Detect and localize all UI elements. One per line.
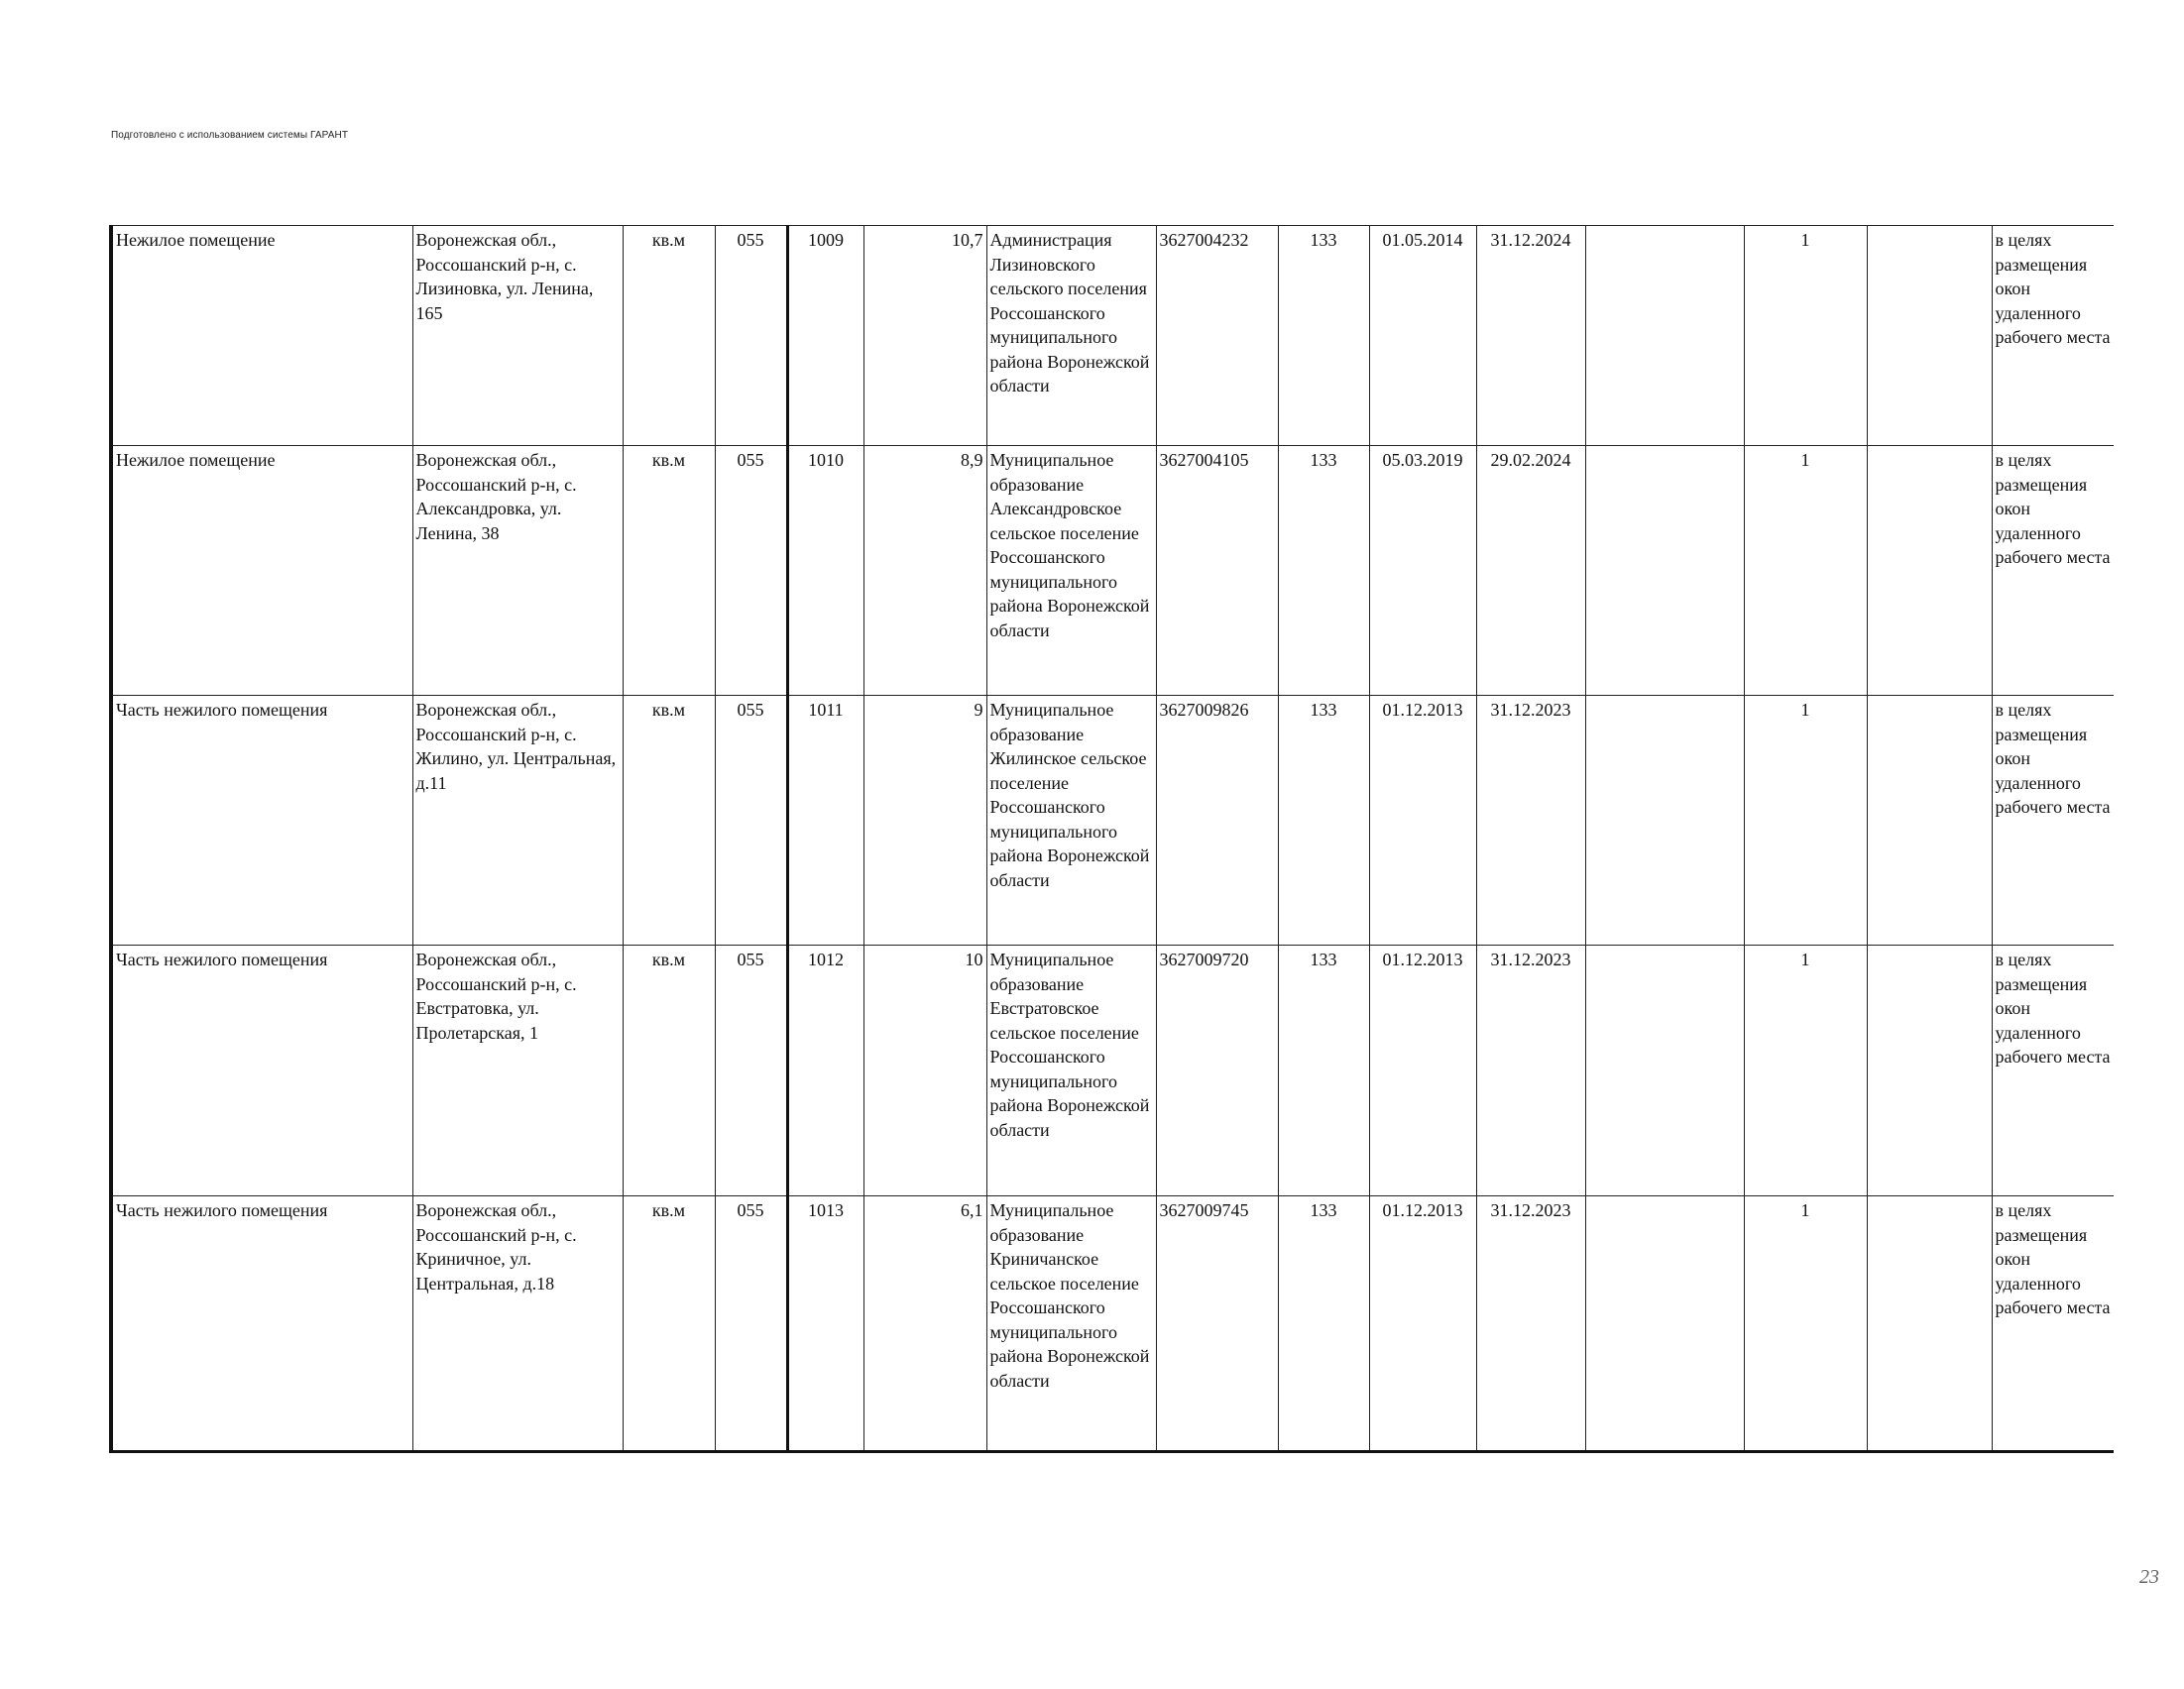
empty-cell: [1867, 696, 1992, 946]
code-cell: 133: [1278, 1196, 1369, 1452]
area-cell: 6,1: [863, 1196, 986, 1452]
unit-cell: кв.м: [623, 226, 715, 446]
empty-cell: [1585, 946, 1744, 1196]
code-cell: 133: [1278, 226, 1369, 446]
code-cell: 133: [1278, 696, 1369, 946]
object-type-cell: Нежилое помещение: [111, 226, 412, 446]
empty-cell: [1585, 696, 1744, 946]
date-end-cell: 31.12.2023: [1476, 946, 1585, 1196]
inn-cell: 3627004232: [1156, 226, 1278, 446]
empty-cell: [1867, 946, 1992, 1196]
empty-cell: [1585, 1196, 1744, 1452]
date-start-cell: 01.12.2013: [1369, 696, 1476, 946]
date-start-cell: 01.12.2013: [1369, 946, 1476, 1196]
code-cell: 133: [1278, 446, 1369, 696]
inn-cell: 3627004105: [1156, 446, 1278, 696]
flag-cell: 1: [1744, 696, 1867, 946]
page-number: 23: [2139, 1566, 2159, 1588]
area-cell: 10,7: [863, 226, 986, 446]
flag-cell: 1: [1744, 446, 1867, 696]
date-start-cell: 01.05.2014: [1369, 226, 1476, 446]
unit-cell: кв.м: [623, 1196, 715, 1452]
unit-code-cell: 055: [715, 696, 787, 946]
table-row: [111, 226, 2114, 446]
object-type-cell: Часть нежилого помещения: [111, 1196, 412, 1452]
header-note: Подготовлено с использованием системы ГАРАНТ: [111, 130, 349, 141]
empty-cell: [1867, 1196, 1992, 1452]
empty-cell: [1867, 446, 1992, 696]
table-row: [111, 946, 2114, 1196]
purpose-cell: в целях размещения окон удаленного рабочего места: [1992, 446, 2114, 696]
number-cell: 1010: [787, 446, 863, 696]
flag-cell: 1: [1744, 946, 1867, 1196]
purpose-cell: в целях размещения окон удаленного рабочего места: [1992, 696, 2114, 946]
area-cell: 9: [863, 696, 986, 946]
holder-cell: Муниципальное образование Александровское сельское поселение Россошанского муниципального района Воронежской области: [986, 446, 1156, 696]
flag-cell: 1: [1744, 1196, 1867, 1452]
unit-cell: кв.м: [623, 946, 715, 1196]
date-start-cell: 05.03.2019: [1369, 446, 1476, 696]
empty-cell: [1585, 446, 1744, 696]
purpose-cell: в целях размещения окон удаленного рабочего места: [1992, 1196, 2114, 1452]
table-row: [111, 696, 2114, 946]
unit-cell: кв.м: [623, 696, 715, 946]
address-cell: Воронежская обл., Россошанский р-н, с. Евстратовка, ул. Пролетарская, 1: [412, 946, 623, 1196]
address-cell: Воронежская обл., Россошанский р-н, с. Жилино, ул. Центральная, д.11: [412, 696, 623, 946]
number-cell: 1012: [787, 946, 863, 1196]
holder-cell: Муниципальное образование Жилинское сельское поселение Россошанского муниципального района Воронежской области: [986, 696, 1156, 946]
holder-cell: Муниципальное образование Евстратовское сельское поселение Россошанского муниципального района Воронежской области: [986, 946, 1156, 1196]
number-cell: 1009: [787, 226, 863, 446]
empty-cell: [1585, 226, 1744, 446]
area-cell: 8,9: [863, 446, 986, 696]
inn-cell: 3627009826: [1156, 696, 1278, 946]
number-cell: 1011: [787, 696, 863, 946]
unit-code-cell: 055: [715, 446, 787, 696]
registry-table-wrapper: [109, 225, 2114, 1453]
holder-cell: Муниципальное образование Криничанское сельское поселение Россошанского муниципального района Воронежской области: [986, 1196, 1156, 1452]
inn-cell: 3627009720: [1156, 946, 1278, 1196]
purpose-cell: в целях размещения окон удаленного рабочего места: [1992, 226, 2114, 446]
object-type-cell: Часть нежилого помещения: [111, 946, 412, 1196]
number-cell: 1013: [787, 1196, 863, 1452]
table-row: [111, 446, 2114, 696]
address-cell: Воронежская обл., Россошанский р-н, с. Криничное, ул. Центральная, д.18: [412, 1196, 623, 1452]
holder-cell: Администрация Лизиновского сельского поселения Россошанского муниципального района Воронежской области: [986, 226, 1156, 446]
date-start-cell: 01.12.2013: [1369, 1196, 1476, 1452]
date-end-cell: 31.12.2023: [1476, 696, 1585, 946]
object-type-cell: Часть нежилого помещения: [111, 696, 412, 946]
property-registry-table: [109, 225, 2114, 1453]
address-cell: Воронежская обл., Россошанский р-н, с. Лизиновка, ул. Ленина, 165: [412, 226, 623, 446]
unit-code-cell: 055: [715, 1196, 787, 1452]
inn-cell: 3627009745: [1156, 1196, 1278, 1452]
date-end-cell: 31.12.2023: [1476, 1196, 1585, 1452]
address-cell: Воронежская обл., Россошанский р-н, с. Александровка, ул. Ленина, 38: [412, 446, 623, 696]
unit-code-cell: 055: [715, 226, 787, 446]
code-cell: 133: [1278, 946, 1369, 1196]
unit-cell: кв.м: [623, 446, 715, 696]
unit-code-cell: 055: [715, 946, 787, 1196]
flag-cell: 1: [1744, 226, 1867, 446]
date-end-cell: 29.02.2024: [1476, 446, 1585, 696]
purpose-cell: в целях размещения окон удаленного рабочего места: [1992, 946, 2114, 1196]
empty-cell: [1867, 226, 1992, 446]
area-cell: 10: [863, 946, 986, 1196]
object-type-cell: Нежилое помещение: [111, 446, 412, 696]
table-row: [111, 1196, 2114, 1452]
date-end-cell: 31.12.2024: [1476, 226, 1585, 446]
